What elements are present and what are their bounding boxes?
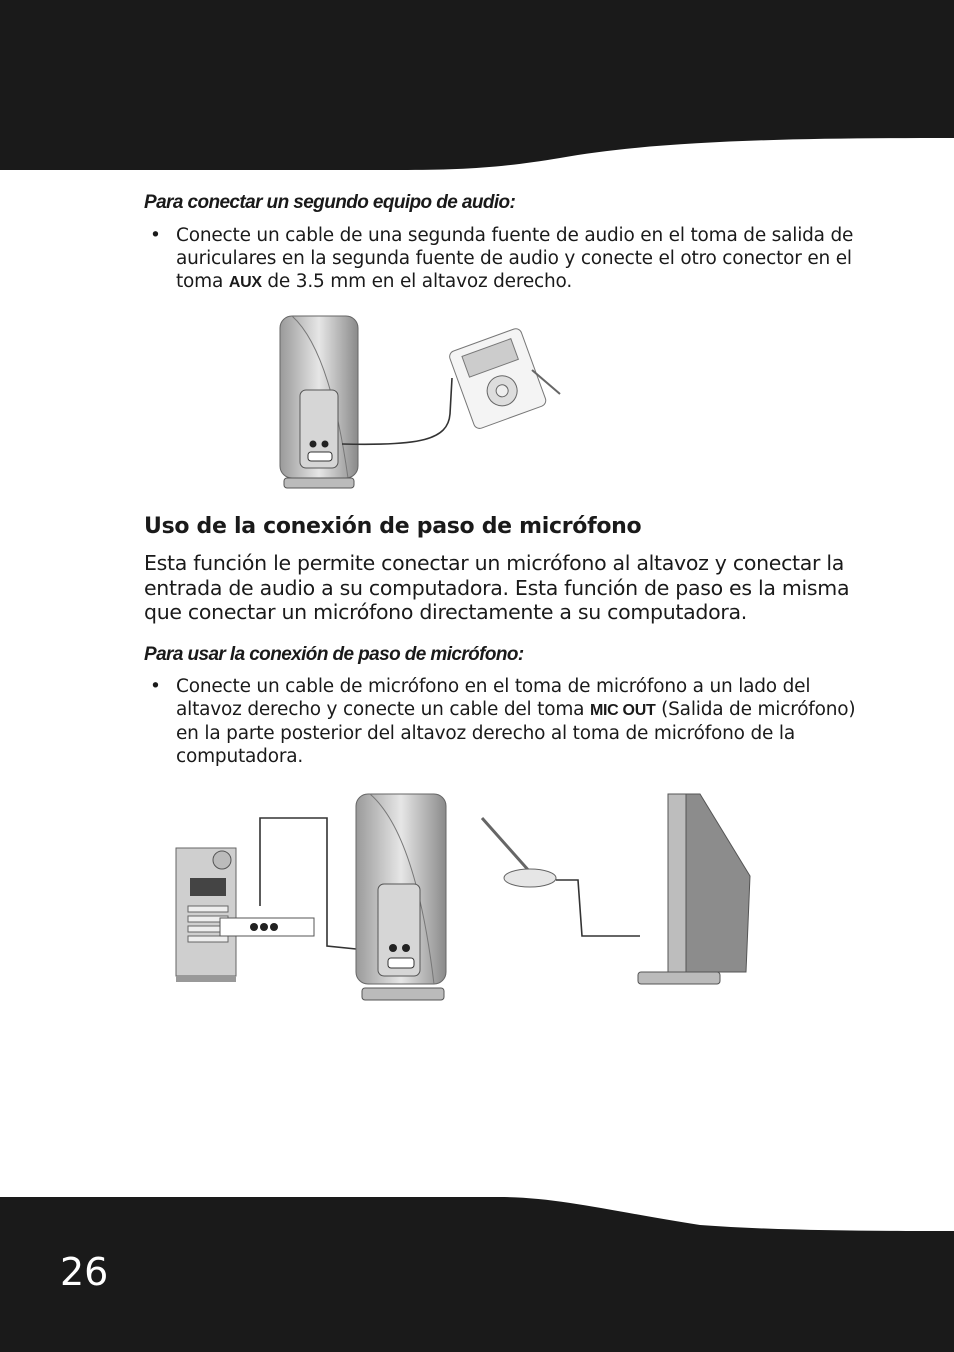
subheading-second-audio: Para conectar un segundo equipo de audio: — [144, 192, 516, 213]
bullet-mic — [144, 675, 864, 768]
header-band — [0, 0, 954, 170]
bullet-text-end: de 3.5 mm en el altavoz derecho. — [261, 271, 573, 292]
microphone-icon — [482, 818, 556, 887]
section-heading-mic: Uso de la conexión de paso de micrófono — [144, 514, 642, 539]
media-player-icon — [448, 327, 547, 430]
bullet-dot: • — [150, 225, 161, 246]
speaker-icon — [356, 794, 446, 1000]
jack-panel-callout — [220, 918, 314, 936]
subheading-mic: Para usar la conexión de paso de micrófono: — [144, 644, 524, 665]
bullet-text: Conecte un cable de micrófono en el toma de micrófono a un lado del altavoz derecho y conecte un cable del toma — [176, 676, 811, 720]
bullet-second-audio — [144, 224, 864, 294]
mic-cable — [556, 880, 640, 936]
computer-tower-icon — [176, 848, 236, 982]
page-number: 26 — [60, 1250, 109, 1294]
speaker-player-illustration — [270, 310, 570, 492]
bullet-dot: • — [150, 676, 161, 697]
monitor-icon — [638, 794, 750, 984]
aux-label: AUX — [228, 274, 262, 291]
footer-band — [0, 1195, 954, 1352]
bullet-text: Conecte un cable de una segunda fuente de audio en el toma de salida de auriculares en la segunda fuente de audio y conecte el otro conector en el toma — [176, 225, 854, 292]
mic-passthrough-illustration — [170, 788, 755, 1008]
mic-paragraph: Esta función le permite conectar un micrófono al altavoz y conectar la entrada de audio a su computadora. Esta función de paso es la misma que conectar un micrófono directamente a su computadora. — [144, 551, 850, 624]
speaker-icon — [280, 316, 358, 488]
bullet-text-end: (Salida de micrófono) en la parte posterior del altavoz derecho al toma de micrófono de la computadora. — [176, 699, 856, 767]
mic-out-label: MIC OUT — [589, 702, 656, 719]
